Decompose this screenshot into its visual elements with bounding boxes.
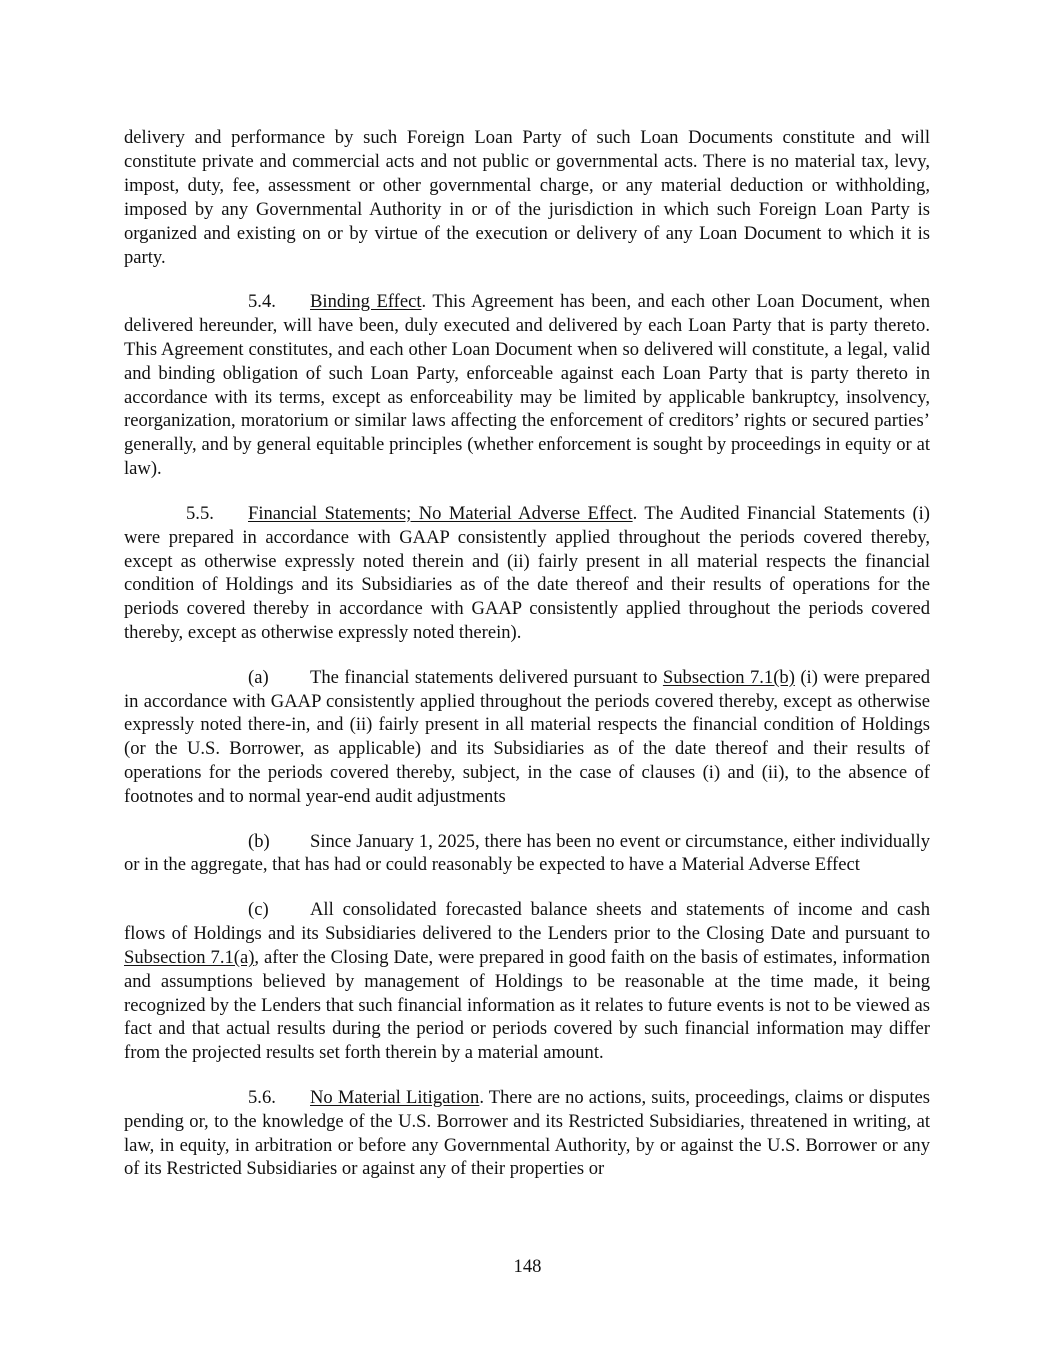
- section-body: There are no actions, suits, proceedings, claims or disputes pending or, to the knowledge of the U.S. Borrower and its Restricted Subsidiaries, threatened in writing, at law, in equity, in arbitration or before any Governmental Authority, by or against the U.S. Borrower or any of its Restricted Subsidiaries or against any of their properties or: [124, 1086, 930, 1180]
- page-number: 148: [513, 1256, 542, 1277]
- heading-punctuation: .: [479, 1086, 484, 1108]
- continuation-paragraph: delivery and performance by such Foreign Loan Party of such Loan Documents constitute and will constitute private and commercial acts and not public or governmental acts. There is no material tax, levy, impost, duty, fee, assessment or other governmental charge, or any material deduction or withholding, imposed by any Governmental Authority in or of the jurisdiction in which such Foreign Loan Party is organized and existing on or by virtue of the execution or delivery of any Loan Document to which it is party.: [124, 127, 930, 268]
- section-number: 5.6.: [248, 1086, 276, 1108]
- section-body: The Audited Financial Statements (i) were prepared in accordance with GAAP consistently applied throughout the periods covered thereby, except as otherwise expressly noted therein and (ii) fairly present in all material respects the financial condition of Holdings and its Subsidiaries as of the date thereof and their results of operations for the periods covered thereby in accordance with GAAP consistently applied throughout the periods covered thereby, except as otherwise expressly noted therein).: [124, 502, 930, 644]
- heading-punctuation: .: [632, 502, 638, 524]
- section-heading: No Material Litigation: [310, 1086, 480, 1108]
- clause-text: (i) were prepared in accordance with GAAP consistently applied throughout the periods covered thereby, except as otherwise expressly noted there-in, and (ii) fairly present in all material respects the financial condition of Holdings (or the U.S. Borrower, as applicable) and its Subsidiaries as of the date thereof and their results of operations for the periods covered thereby, subject, in the case of clauses (i) and (ii), to the absence of footnotes and to normal year-end audit adjustments: [124, 666, 931, 808]
- clause-text: The financial statements delivered pursuant to: [310, 666, 663, 688]
- section-5-5-paragraph: [124, 502, 930, 645]
- clause-label: (c): [248, 898, 269, 920]
- section-body: This Agreement has been, and each other Loan Document, when delivered hereunder, will have been, duly executed and delivered by each Loan Party that is party thereto. This Agreement constitutes, and each other Loan Document when so delivered will constitute, a legal, valid and binding obligation of such Loan Party, enforceable against each Loan Party that is party thereto in accordance with its terms, except as enforceability may be limited by applicable bankruptcy, insolvency, reorganization, moratorium or similar laws affecting the enforcement of creditors’ rights or secured parties’ generally, and by general equitable principles (whether enforcement is sought by proceedings in equity or at law).: [124, 290, 930, 480]
- section-heading: Financial Statements; No Material Adverse Effect: [248, 502, 633, 524]
- subsection-reference-link[interactable]: Subsection 7.1(b): [662, 666, 795, 688]
- document-page: [124, 126, 930, 1202]
- clause-c-paragraph: [124, 898, 930, 1065]
- clause-text: All consolidated forecasted balance sheets and statements of income and cash flows of Holdings and its Subsidiaries delivered to the Lenders prior to the Closing Date and pursuant to: [124, 898, 930, 944]
- clause-text: , after the Closing Date, were prepared in good faith on the basis of estimates, information and assumptions believed by management of Holdings to be reasonable at the time made, it being recognized by the Lenders that such financial information as it relates to future events is not to be viewed as fact and that actual results during the period or periods covered by such financial information may differ from the projected results set forth therein by a material amount.: [124, 946, 930, 1064]
- section-number: 5.5.: [186, 502, 214, 524]
- section-5-4-paragraph: [124, 290, 930, 481]
- clause-a-paragraph: [124, 666, 930, 809]
- subsection-reference-link[interactable]: Subsection 7.1(a): [124, 946, 255, 968]
- clause-text: Since January 1, 2025, there has been no event or circumstance, either individually or in the aggregate, that has had or could reasonably be expected to have a Material Adverse Effect: [124, 830, 930, 876]
- section-5-6-paragraph: [124, 1086, 930, 1182]
- section-heading: Binding Effect: [310, 290, 422, 312]
- heading-punctuation: .: [421, 290, 427, 312]
- section-number: 5.4.: [248, 290, 276, 312]
- clause-label: (b): [248, 830, 270, 852]
- clause-label: (a): [248, 666, 269, 688]
- clause-b-paragraph: [124, 830, 930, 878]
